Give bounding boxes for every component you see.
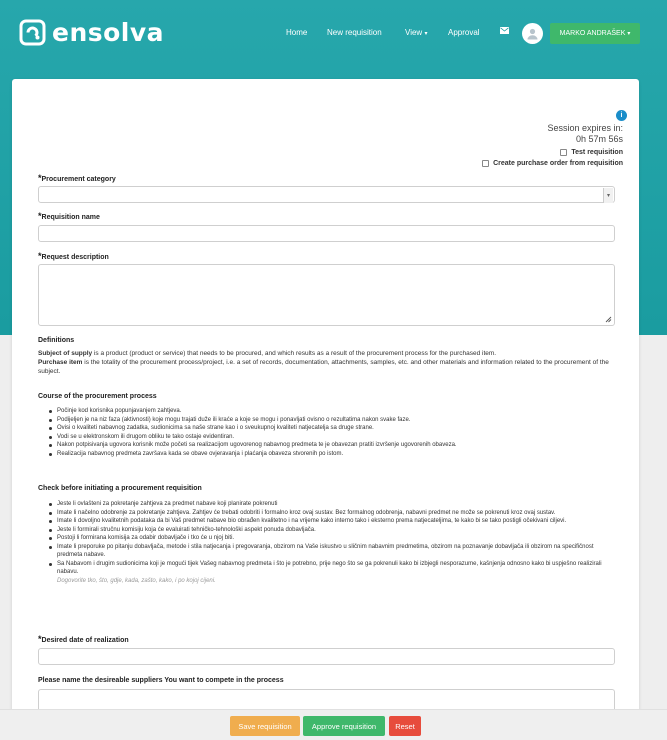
requisition-form-card bbox=[12, 79, 639, 719]
procurement-category-select[interactable] bbox=[38, 186, 615, 203]
list-item: Podijeljen je na niz faza (aktivnosti) koje mogu trajati duže ili kraće a koje se mogu i ponavljati ovisno o rezultatima nakon svake faze. bbox=[48, 416, 618, 425]
list-item: Imate li načelno odobrenje za pokretanje zahtjeva. Zahtjev će trebati odobriti i formalno kroz ovaj sustav. Bez formalnog odobrenja, nabavni predmet ne može se pokrenuti kroz ovaj sustav. bbox=[48, 509, 618, 518]
request-description-label: *Request description bbox=[38, 251, 109, 261]
list-item: Ovisi o kvaliteti nabavnog zadatka, sudionicima sa naše strane kao i o sveukupnoj kvaliteti natjecatelja sa druge strane. bbox=[48, 424, 618, 433]
checkbox-box[interactable] bbox=[560, 149, 567, 156]
nav-approval[interactable]: Approval bbox=[448, 28, 480, 37]
list-item: Počinje kod korisnika popunjavanjem zahtjeva. bbox=[48, 407, 618, 416]
list-item: Imate li dovoljno kvalitetnih podataka da bi Vaš predmet nabave bio obrađen kvalitetno i na vrijeme kako interno tako i eksterno prema natjecateljima, te kako bi se tako postigli očekivani ciljevi. bbox=[48, 517, 618, 526]
session-timer: 0h 57m 56s bbox=[575, 134, 623, 144]
action-bar bbox=[0, 709, 667, 740]
session-label: Session expires in: bbox=[547, 123, 623, 133]
list-item: Sa Nabavom i drugim sudionicima koji je mogući tijek Vašeg nabavnog predmeta i što je potrebno, prije nego što se ga pokrenuli kako bi izbjegli nesporazume, kašnjenja odnosno kako bi uspješno realizirali nabavu. bbox=[48, 560, 618, 577]
create-po-checkbox[interactable] bbox=[482, 160, 623, 167]
navbar bbox=[0, 0, 667, 66]
list-item: Realizacija nabavnog predmeta završava kada se obave ovjeravanja i plaćanja obaveza stvorenih po istom. bbox=[48, 450, 618, 459]
nav-home[interactable]: Home bbox=[286, 28, 308, 37]
resize-grip-icon[interactable] bbox=[605, 316, 612, 323]
info-icon[interactable]: i bbox=[616, 110, 627, 121]
desired-date-label: *Desired date of realization bbox=[38, 634, 129, 644]
definitions-title: Definitions bbox=[38, 337, 75, 344]
list-item: Jeste li ovlašteni za pokretanje zahtjeva za predmet nabave koji planirate pokrenuti bbox=[48, 500, 618, 509]
checklist-note: Dogovorite tko, što, gdje, kada, zašto, kako, i po kojoj cijeni. bbox=[57, 577, 216, 584]
chevron-down-icon: ▾ bbox=[424, 31, 428, 37]
nav-view-label: View bbox=[405, 28, 423, 37]
checkbox-box[interactable] bbox=[482, 160, 489, 167]
request-description-textarea[interactable] bbox=[38, 264, 615, 326]
list-item: Postoji li formirana komisija za odabir dobavljače i tko će u njoj biti. bbox=[48, 534, 618, 543]
course-title: Course of the procurement process bbox=[38, 393, 157, 400]
user-menu-button[interactable] bbox=[550, 23, 640, 44]
list-item: Vodi se u elektronskom ili drugom obliku te tako ostaje evidentiran. bbox=[48, 433, 618, 442]
test-requisition-label: Test requisition bbox=[571, 149, 623, 156]
course-list bbox=[48, 407, 618, 458]
test-requisition-checkbox[interactable] bbox=[560, 149, 623, 156]
save-requisition-button[interactable]: Save requisition bbox=[230, 716, 300, 736]
user-avatar[interactable] bbox=[522, 23, 543, 44]
reset-button[interactable]: Reset bbox=[389, 716, 421, 736]
checklist-list bbox=[48, 500, 618, 585]
list-item: Jeste li formirali stručnu komisiju koja će evaluirati tehničko-tehnološki aspekt ponuda dobavljača. bbox=[48, 526, 618, 535]
desired-date-input[interactable] bbox=[38, 648, 615, 665]
list-item: Imate li preporuke po pitanju dobavljača, metode i stila natjecanja i pregovaranja, obzirom na Vaše iskustvo u sličnim nabavnim predmetima, obzirom na poznavanje dobavljača ili obzirom na specifičnost predmeta nabave. bbox=[48, 543, 618, 560]
user-name: MARKO ANDRAŠEK bbox=[559, 30, 626, 37]
nav-new-requisition[interactable]: New requisition bbox=[327, 28, 382, 37]
definitions-text: Subject of supply is a product (product or service) that needs to be procured, and which results as a result of the procurement process for the purchased item. Purchase item is the totality of the procurement process/project, i.e. a set of records, documentation, attachments, samples, etc. and other materials and information related to the procurement of the subject. bbox=[38, 350, 609, 375]
brand-name: ensolva bbox=[52, 18, 165, 47]
approve-requisition-button[interactable]: Approve requisition bbox=[303, 716, 385, 736]
procurement-category-label: *Procurement category bbox=[38, 173, 116, 183]
chevron-down-icon: ▾ bbox=[603, 188, 613, 203]
user-icon bbox=[526, 27, 539, 40]
chevron-down-icon: ▾ bbox=[627, 31, 631, 37]
list-item: Nakon potpisivanja ugovora korisnik može početi sa realizacijom ugovorenog nabavnog predmeta te je obavezan pratiti izvršenje ugovorenih obaveza. bbox=[48, 441, 618, 450]
requisition-name-input[interactable] bbox=[38, 225, 615, 242]
envelope-icon[interactable] bbox=[500, 27, 509, 34]
create-po-label: Create purchase order from requisition bbox=[493, 160, 623, 167]
checklist-title: Check before initiating a procurement requisition bbox=[38, 485, 202, 492]
nav-view[interactable] bbox=[405, 27, 427, 40]
suppliers-label: Please name the desireable suppliers You want to compete in the process bbox=[38, 677, 284, 684]
requisition-name-label: *Requisition name bbox=[38, 211, 100, 221]
